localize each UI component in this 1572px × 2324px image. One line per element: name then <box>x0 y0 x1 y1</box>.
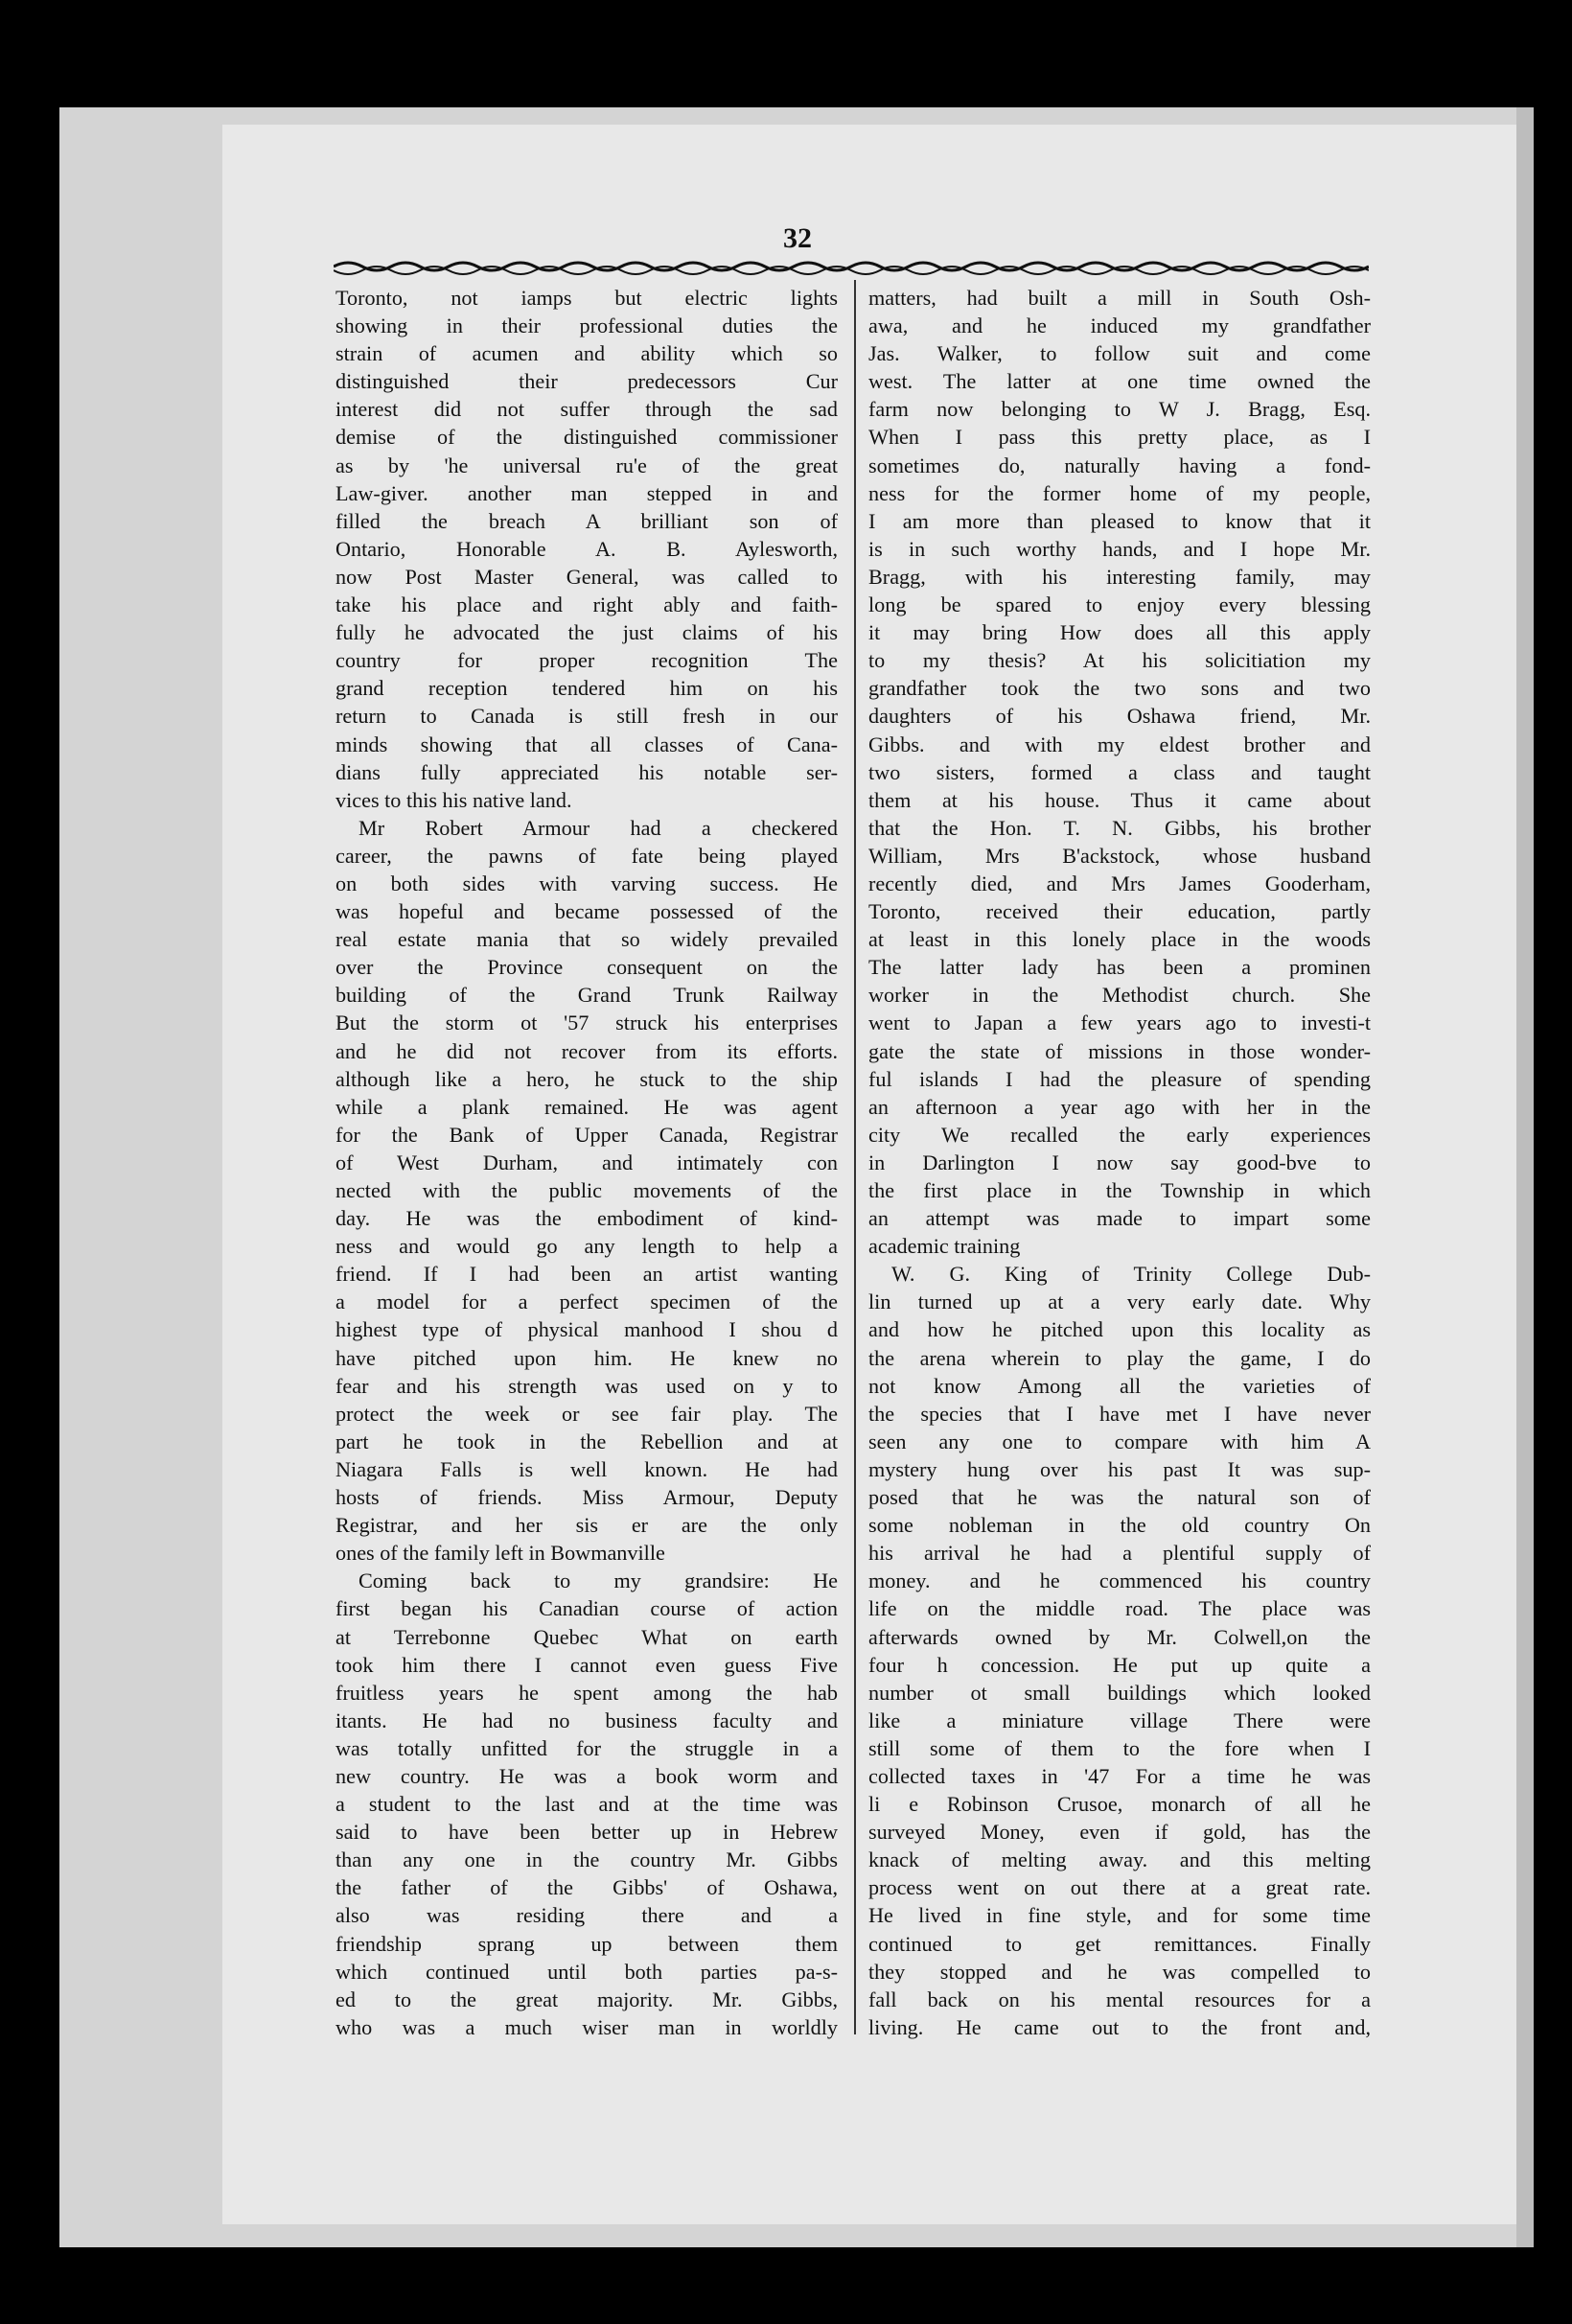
text-line: on both sides with varving success. He <box>335 871 838 895</box>
text-line: The latter lady has been a prominen <box>868 955 1371 980</box>
text-line: fruitless years he spent among the hab <box>335 1680 838 1705</box>
text-line: awa, and he induced my grandfather <box>868 314 1371 338</box>
text-line: gate the state of missions in those wonder- <box>868 1038 1371 1063</box>
text-line: Bragg, with his interesting family, may <box>868 564 1371 589</box>
text-line: He lived in fine style, and for some time <box>868 1903 1371 1928</box>
text-line: Coming back to my grandsire: He <box>358 1569 838 1593</box>
text-line: took him there I cannot even guess Five <box>335 1652 838 1677</box>
text-line: was totally unfitted for the struggle in a <box>335 1735 838 1760</box>
text-line: said to have been better up in Hebrew <box>335 1820 838 1845</box>
text-line: Ontario, Honorable A. B. Aylesworth, <box>335 536 838 561</box>
right-text-column <box>868 284 1371 2041</box>
text-line: fear and his strength was used on y to <box>335 1373 838 1398</box>
text-line: west. The latter at one time owned the <box>868 369 1371 394</box>
text-line: fully he advocated the just claims of his <box>335 620 838 645</box>
text-line: still some of them to the fore when I <box>868 1735 1371 1760</box>
text-line: matters, had built a mill in South Osh- <box>868 286 1371 310</box>
text-line: Jas. Walker, to follow suit and come <box>868 341 1371 366</box>
text-line: collected taxes in '47 For a time he was <box>868 1763 1371 1788</box>
text-line: not know Among all the varieties of <box>868 1373 1371 1398</box>
decorative-wavy-rule <box>334 259 1369 278</box>
text-line: for the Bank of Upper Canada, Registrar <box>335 1122 838 1147</box>
text-line: dians fully appreciated his notable ser- <box>335 759 838 784</box>
text-line: hosts of friends. Miss Armour, Deputy <box>335 1485 838 1510</box>
text-line: his arrival he had a plentiful supply of <box>868 1541 1371 1566</box>
text-line: return to Canada is still fresh in our <box>335 704 838 729</box>
text-line: Toronto, not iamps but electric lights <box>335 286 838 310</box>
page-number: 32 <box>783 222 812 254</box>
text-line: them at his house. Thus it came about <box>868 787 1371 812</box>
text-line: W. G. King of Trinity College Dub- <box>891 1262 1371 1287</box>
text-line: William, Mrs B'ackstock, whose husband <box>868 843 1371 868</box>
text-line: career, the pawns of fate being played <box>335 843 838 868</box>
text-line: and he did not recover from its efforts. <box>335 1038 838 1063</box>
text-line: posed that he was the natural son of <box>868 1485 1371 1510</box>
text-line: ful islands I had the pleasure of spending <box>868 1066 1371 1091</box>
text-line: an attempt was made to impart some <box>868 1206 1371 1231</box>
text-line: afterwards owned by Mr. Colwell,on the <box>868 1624 1371 1649</box>
text-line: was hopeful and became possessed of the <box>335 899 838 924</box>
text-line: process went on out there at a great rate. <box>868 1875 1371 1900</box>
text-line: which continued until both parties pa-s- <box>335 1959 838 1984</box>
text-line: nected with the public movements of the <box>335 1178 838 1202</box>
page-edge <box>1516 107 1534 2247</box>
text-line: over the Province consequent on the <box>335 955 838 980</box>
text-line: li e Robinson Crusoe, monarch of all he <box>868 1792 1371 1817</box>
text-line: day. He was the embodiment of kind- <box>335 1206 838 1231</box>
text-line: and how he pitched upon this locality as <box>868 1317 1371 1342</box>
text-line: Law-giver. another man stepped in and <box>335 480 838 505</box>
text-line: grand reception tendered him on his <box>335 676 838 701</box>
text-line: city We recalled the early experiences <box>868 1122 1371 1147</box>
text-line: ed to the great majority. Mr. Gibbs, <box>335 1987 838 2011</box>
text-line: mystery hung over his past It was sup- <box>868 1456 1371 1481</box>
text-line: number ot small buildings which looked <box>868 1680 1371 1705</box>
text-line: a model for a perfect specimen of the <box>335 1290 838 1314</box>
text-line: is in such worthy hands, and I hope Mr. <box>868 536 1371 561</box>
text-line: new country. He was a book worm and <box>335 1763 838 1788</box>
text-line: life on the middle road. The place was <box>868 1596 1371 1621</box>
text-line: highest type of physical manhood I shou d <box>335 1317 838 1342</box>
text-line: surveyed Money, even if gold, has the <box>868 1820 1371 1845</box>
text-line: seen any one to compare with him A <box>868 1429 1371 1453</box>
text-line: country for proper recognition The <box>335 648 838 673</box>
text-line: ness for the former home of my people, <box>868 480 1371 505</box>
text-line: that the Hon. T. N. Gibbs, his brother <box>868 815 1371 840</box>
text-line: daughters of his Oshawa friend, Mr. <box>868 704 1371 729</box>
text-line: than any one in the country Mr. Gibbs <box>335 1848 838 1872</box>
text-line: knack of melting away. and this melting <box>868 1848 1371 1872</box>
text-line: distinguished their predecessors Cur <box>335 369 838 394</box>
text-line: living. He came out to the front and, <box>868 2014 1371 2039</box>
text-line: went to Japan a few years ago to investi-t <box>868 1011 1371 1035</box>
text-line: the first place in the Township in which <box>868 1178 1371 1202</box>
text-line: friendship sprang up between them <box>335 1931 838 1956</box>
text-line: interest did not suffer through the sad <box>335 397 838 422</box>
text-line: now Post Master General, was called to <box>335 564 838 589</box>
text-line: to my thesis? At his solicitiation my <box>868 648 1371 673</box>
text-line: although like a hero, he stuck to the ship <box>335 1066 838 1091</box>
text-line: ness and would go any length to help a <box>335 1234 838 1259</box>
text-line: ones of the family left in Bowmanville <box>335 1541 665 1566</box>
text-line: Toronto, received their education, partly <box>868 899 1371 924</box>
text-line: worker in the Methodist church. She <box>868 983 1371 1008</box>
text-line: Gibbs. and with my eldest brother and <box>868 732 1371 756</box>
text-line: four h concession. He put up quite a <box>868 1652 1371 1677</box>
text-line: at Terrebonne Quebec What on earth <box>335 1624 838 1649</box>
text-line: fall back on his mental resources for a <box>868 1987 1371 2011</box>
text-line: an afternoon a year ago with her in the <box>868 1094 1371 1119</box>
text-line: the father of the Gibbs' of Oshawa, <box>335 1875 838 1900</box>
text-line: filled the breach A brilliant son of <box>335 508 838 533</box>
text-line: academic training <box>868 1234 1021 1259</box>
text-line: itants. He had no business faculty and <box>335 1708 838 1732</box>
text-line: in Darlington I now say good-bve to <box>868 1150 1371 1174</box>
text-line: demise of the distinguished commissioner <box>335 425 838 450</box>
text-line: like a miniature village There were <box>868 1708 1371 1732</box>
text-line: who was a much wiser man in worldly <box>335 2014 838 2039</box>
text-line: minds showing that all classes of Cana- <box>335 732 838 756</box>
text-line: the species that I have met I have never <box>868 1401 1371 1426</box>
text-line: protect the week or see fair play. The <box>335 1401 838 1426</box>
text-line: farm now belonging to W J. Bragg, Esq. <box>868 397 1371 422</box>
text-line: showing in their professional duties the <box>335 314 838 338</box>
text-line: When I pass this pretty place, as I <box>868 425 1371 450</box>
text-line: But the storm ot '57 struck his enterprises <box>335 1011 838 1035</box>
text-line: they stopped and he was compelled to <box>868 1959 1371 1984</box>
text-line: while a plank remained. He was agent <box>335 1094 838 1119</box>
text-line: long be spared to enjoy every blessing <box>868 593 1371 617</box>
text-line: have pitched upon him. He knew no <box>335 1345 838 1370</box>
text-line: some nobleman in the old country On <box>868 1513 1371 1538</box>
text-line: friend. If I had been an artist wanting <box>335 1262 838 1287</box>
text-line: Niagara Falls is well known. He had <box>335 1456 838 1481</box>
text-line: it may bring How does all this apply <box>868 620 1371 645</box>
text-line: as by 'he universal ru'e of the great <box>335 453 838 477</box>
text-line: at least in this lonely place in the woods <box>868 927 1371 952</box>
text-line: continued to get remittances. Finally <box>868 1931 1371 1956</box>
text-line: strain of acumen and ability which so <box>335 341 838 366</box>
text-line: sometimes do, naturally having a fond- <box>868 453 1371 477</box>
text-line: Mr Robert Armour had a checkered <box>358 815 838 840</box>
text-line: of West Durham, and intimately con <box>335 1150 838 1174</box>
left-text-column <box>335 284 838 2041</box>
text-line: the arena wherein to play the game, I do <box>868 1345 1371 1370</box>
text-line: also was residing there and a <box>335 1903 838 1928</box>
text-line: two sisters, formed a class and taught <box>868 759 1371 784</box>
text-line: recently died, and Mrs James Gooderham, <box>868 871 1371 895</box>
text-line: real estate mania that so widely prevailed <box>335 927 838 952</box>
text-line: take his place and right ably and faith- <box>335 593 838 617</box>
column-divider <box>854 280 856 2034</box>
text-line: first began his Canadian course of action <box>335 1596 838 1621</box>
text-line: part he took in the Rebellion and at <box>335 1429 838 1453</box>
text-line: Registrar, and her sis er are the only <box>335 1513 838 1538</box>
text-line: money. and he commenced his country <box>868 1569 1371 1593</box>
text-line: vices to this his native land. <box>335 787 572 812</box>
text-line: building of the Grand Trunk Railway <box>335 983 838 1008</box>
text-line: a student to the last and at the time was <box>335 1792 838 1817</box>
text-line: grandfather took the two sons and two <box>868 676 1371 701</box>
text-line: I am more than pleased to know that it <box>868 508 1371 533</box>
text-line: lin turned up at a very early date. Why <box>868 1290 1371 1314</box>
